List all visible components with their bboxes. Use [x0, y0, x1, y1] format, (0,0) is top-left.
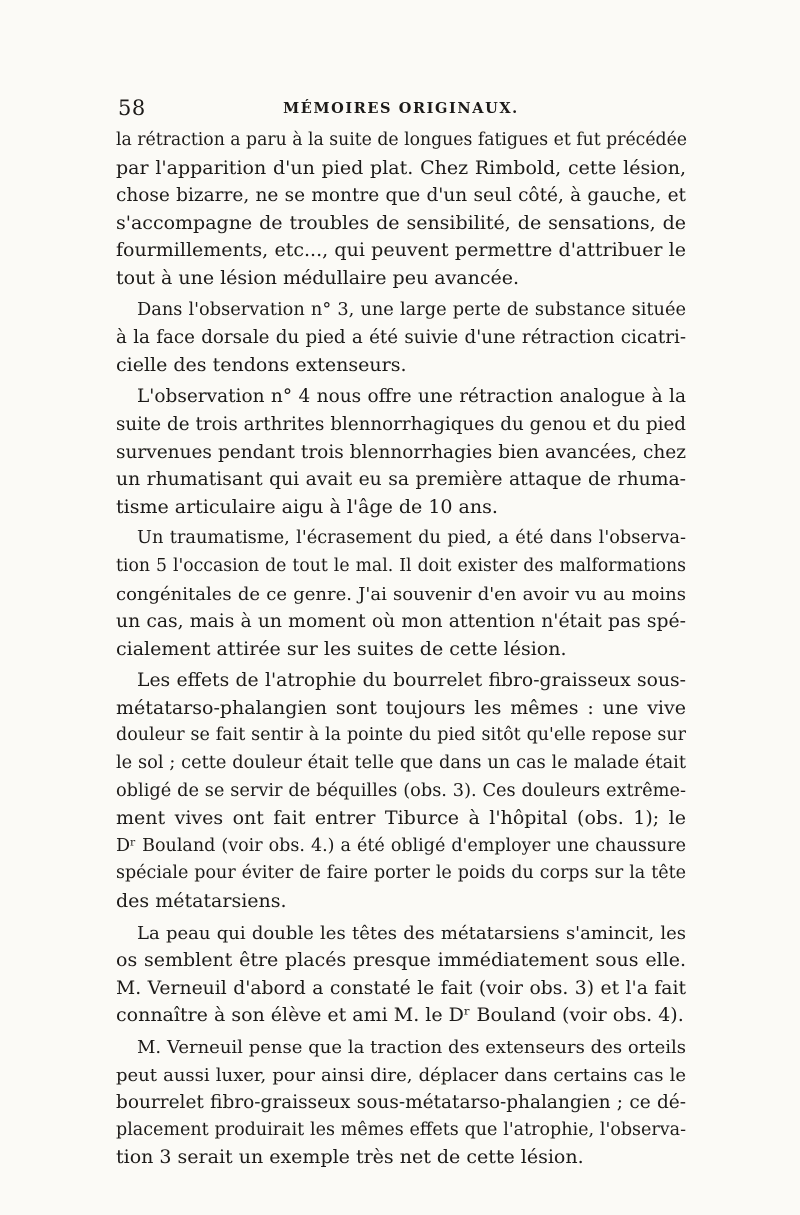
- text-line: Les effets de l'atrophie du bourrelet fibro-graisseux sous-: [137, 670, 686, 692]
- text-line: L'observation n° 4 nous offre une rétraction analogue à la: [137, 386, 686, 408]
- text-line: cialement attirée sur les suites de cette lésion.: [116, 637, 567, 660]
- text-line: tout à une lésion médullaire peu avancée.: [116, 266, 520, 289]
- running-title: MÉMOIRES ORIGINAUX.: [283, 100, 519, 117]
- text-line: survenues pendant trois blennorrhagies bien avancées, chez: [116, 441, 686, 463]
- text-line: peut aussi luxer, pour ainsi dire, déplacer dans certains cas le: [116, 1064, 686, 1086]
- paragraph: [116, 383, 686, 521]
- text-line: suite de trois arthrites blennorrhagiques du genou et du pied: [116, 413, 686, 435]
- text-line: Dans l'observation n° 3, une large perte de substance située: [137, 299, 686, 320]
- body-text: [116, 127, 686, 1172]
- text-line: le sol ; cette douleur était telle que dans un cas le malade était: [116, 753, 686, 774]
- text-line: Dʳ Bouland (voir obs. 4.) a été obligé d'employer une chaussure: [116, 835, 686, 856]
- text-line: Un traumatisme, l'écrasement du pied, a été dans l'observa-: [137, 528, 686, 549]
- text-line: connaître à son élève et ami M. le Dʳ Bouland (voir obs. 4).: [116, 1004, 684, 1027]
- text-line: tion 5 l'occasion de tout le mal. Il doit exister des malformations: [116, 555, 686, 576]
- text-line: La peau qui double les têtes des métatarsiens s'amincit, les: [137, 922, 686, 944]
- paragraph: [116, 127, 686, 293]
- text-line: M. Verneuil pense que la traction des extenseurs des orteils: [137, 1037, 686, 1058]
- text-line: tion 3 serait un exemple très net de cette lésion.: [116, 1146, 584, 1169]
- text-line: fourmillements, etc..., qui peuvent permettre d'attribuer le: [116, 239, 686, 262]
- text-line: obligé de se servir de béquilles (obs. 3). Ces douleurs extrême-: [116, 780, 686, 801]
- paragraph: [116, 525, 686, 663]
- text-line: os semblent être placés presque immédiatement sous elle.: [116, 949, 686, 972]
- text-line: par l'apparition d'un pied plat. Chez Rimbold, cette lésion,: [116, 156, 686, 179]
- paragraph: [116, 920, 686, 1030]
- text-line: bourrelet fibro-graisseux sous-métatarso-phalangien ; ce dé-: [116, 1092, 686, 1114]
- text-line: à la face dorsale du pied a été suivie d'une rétraction cicatri-: [116, 327, 686, 349]
- text-line: tisme articulaire aigu à l'âge de 10 ans.: [116, 495, 498, 518]
- text-line: spéciale pour éviter de faire porter le poids du corps sur la tête: [116, 863, 686, 884]
- text-line: un cas, mais à un moment où mon attention n'était pas spé-: [116, 611, 686, 633]
- text-line: congénitales de ce genre. J'ai souvenir d'en avoir vu au moins: [116, 583, 686, 605]
- text-line: chose bizarre, ne se montre que d'un seul côté, à gauche, et: [116, 185, 686, 207]
- text-line: cielle des tendons extenseurs.: [116, 353, 407, 376]
- text-line: des métatarsiens.: [116, 890, 287, 913]
- text-line: ment vives ont fait entrer Tiburce à l'hôpital (obs. 1); le: [116, 807, 686, 830]
- page-number: 58: [118, 96, 146, 120]
- text-line: s'accompagne de troubles de sensibilité, de sensations, de: [116, 211, 686, 234]
- text-line: la rétraction a paru à la suite de longues fatigues et fut précédée: [116, 130, 687, 150]
- paragraph: [116, 297, 686, 380]
- text-line: placement produirait les mêmes effets que l'atrophie, l'observa-: [116, 1119, 686, 1140]
- page-header: [118, 96, 684, 122]
- paragraph: [116, 667, 686, 915]
- text-line: M. Verneuil d'abord a constaté le fait (voir obs. 3) et l'a fait: [116, 977, 686, 999]
- text-line: un rhumatisant qui avait eu sa première attaque de rhuma-: [116, 469, 686, 491]
- paragraph: [116, 1034, 686, 1172]
- text-line: métatarso-phalangien sont toujours les mêmes : une vive: [116, 696, 686, 719]
- text-line: douleur se fait sentir à la pointe du pied sitôt qu'elle repose sur: [116, 725, 686, 746]
